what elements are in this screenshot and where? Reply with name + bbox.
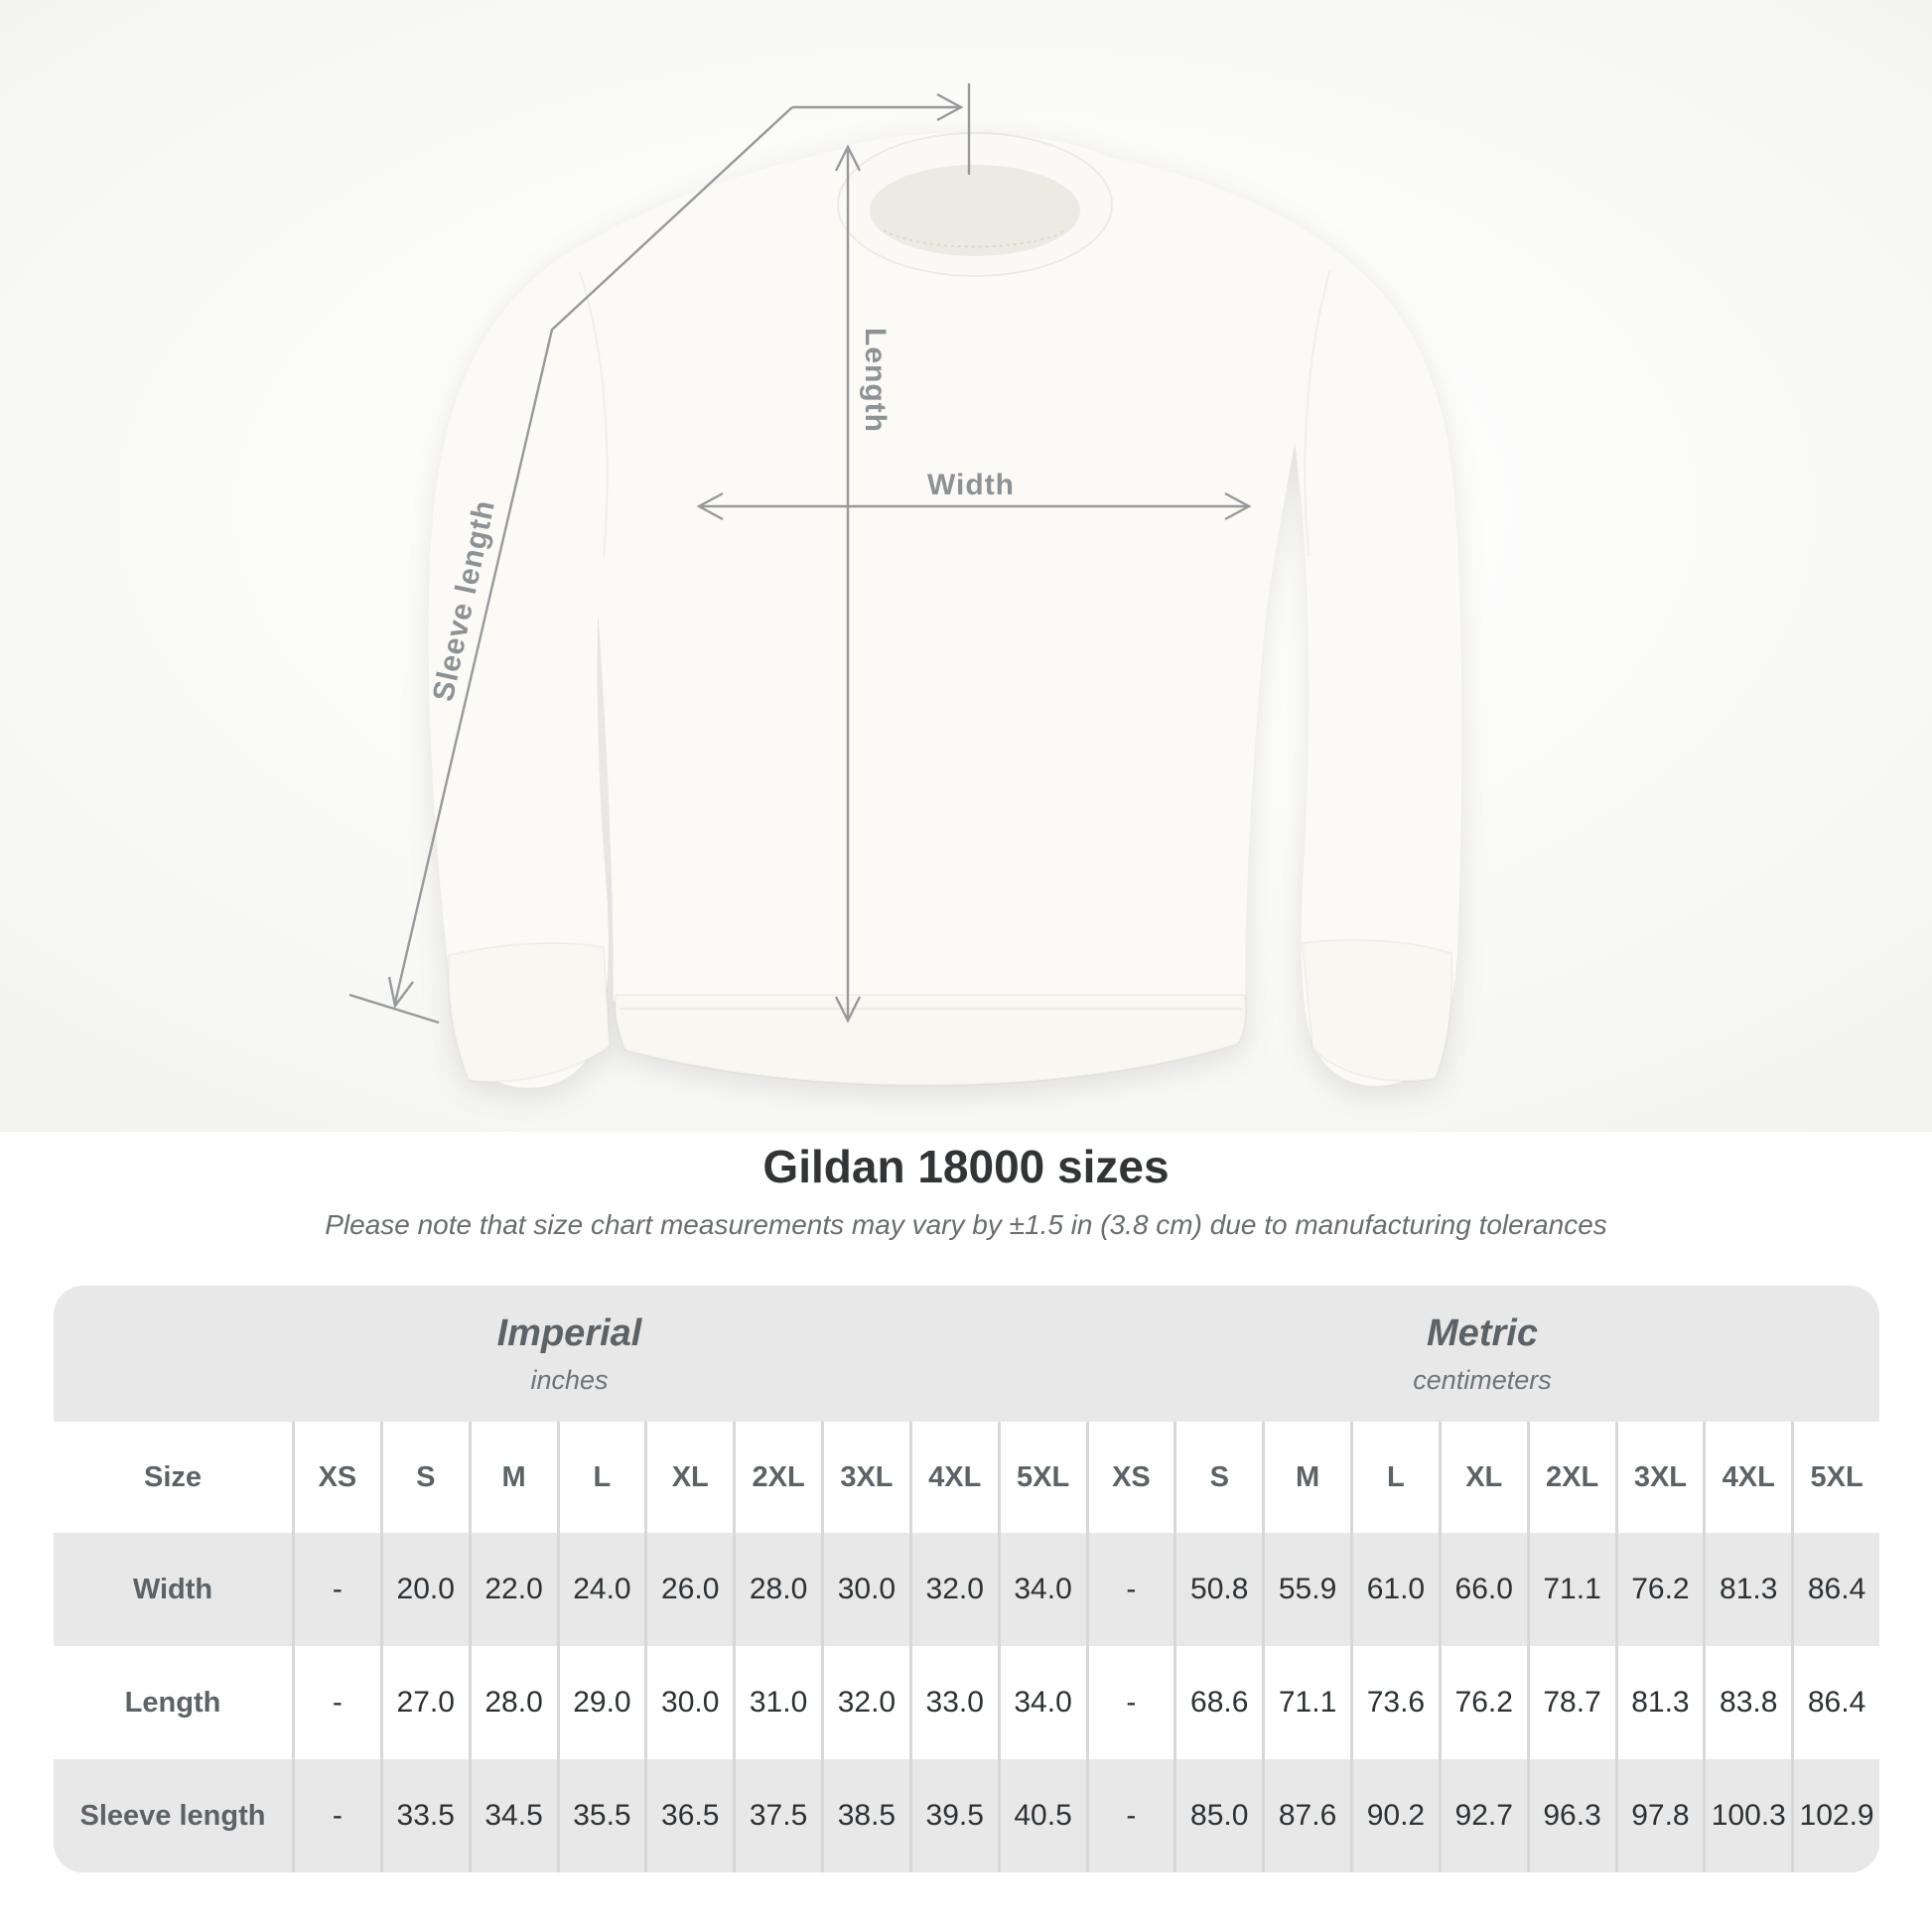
length-imperial-xs: - xyxy=(295,1646,380,1759)
sweatshirt-illustration xyxy=(426,133,1462,1088)
table-row-length xyxy=(54,1646,1879,1759)
size-chart-table xyxy=(54,1286,1879,1872)
row-label-sleeve-length: Sleeve length xyxy=(54,1759,292,1872)
length-imperial-m: 28.0 xyxy=(472,1646,557,1759)
sleeve-metric-s: 85.0 xyxy=(1176,1759,1262,1872)
length-metric-s: 68.6 xyxy=(1176,1646,1262,1759)
sleeve-imperial-4xl: 39.5 xyxy=(912,1759,998,1872)
length-metric-5xl: 86.4 xyxy=(1794,1646,1879,1759)
length-imperial-2xl: 31.0 xyxy=(736,1646,821,1759)
length-metric-l: 73.6 xyxy=(1353,1646,1439,1759)
sleeve-imperial-xl: 36.5 xyxy=(647,1759,733,1872)
length-imperial-s: 27.0 xyxy=(383,1646,469,1759)
sleeve-imperial-xs: - xyxy=(295,1759,380,1872)
sleeve-metric-4xl: 100.3 xyxy=(1706,1759,1791,1872)
metric-title: Metric xyxy=(1427,1311,1538,1354)
width-imperial-xl: 26.0 xyxy=(647,1533,733,1646)
sleeve-imperial-2xl: 37.5 xyxy=(736,1759,821,1872)
width-metric-xs: - xyxy=(1089,1533,1174,1646)
size-header-imperial-m: M xyxy=(472,1422,557,1533)
width-metric-m: 55.9 xyxy=(1265,1533,1350,1646)
size-header-imperial-l: L xyxy=(560,1422,645,1533)
length-dimension-label: Length xyxy=(859,328,892,433)
size-header-metric-3xl: 3XL xyxy=(1618,1422,1704,1533)
sleeve-metric-l: 90.2 xyxy=(1353,1759,1439,1872)
length-metric-3xl: 81.3 xyxy=(1618,1646,1704,1759)
width-imperial-3xl: 30.0 xyxy=(824,1533,909,1646)
width-metric-3xl: 76.2 xyxy=(1618,1533,1704,1646)
page-title: Gildan 18000 sizes xyxy=(762,1141,1170,1192)
sleeve-metric-xl: 92.7 xyxy=(1442,1759,1527,1872)
width-imperial-2xl: 28.0 xyxy=(736,1533,821,1646)
length-imperial-5xl: 34.0 xyxy=(1001,1646,1086,1759)
length-metric-m: 71.1 xyxy=(1265,1646,1350,1759)
page-subtitle: Please note that size chart measurements may vary by ±1.5 in (3.8 cm) due to manufacturing tolerances xyxy=(325,1209,1607,1240)
row-label-length: Length xyxy=(54,1646,292,1759)
size-header-metric-5xl: 5XL xyxy=(1794,1422,1879,1533)
width-imperial-xs: - xyxy=(295,1533,380,1646)
width-metric-5xl: 86.4 xyxy=(1794,1533,1879,1646)
width-metric-xl: 66.0 xyxy=(1442,1533,1527,1646)
sleeve-length-dimension-label: Sleeve length xyxy=(426,496,502,705)
width-metric-s: 50.8 xyxy=(1176,1533,1262,1646)
length-imperial-xl: 30.0 xyxy=(647,1646,733,1759)
sleeve-metric-5xl: 102.9 xyxy=(1794,1759,1879,1872)
size-header-metric-4xl: 4XL xyxy=(1706,1422,1791,1533)
size-header-metric-s: S xyxy=(1176,1422,1262,1533)
size-header-metric-xs: XS xyxy=(1089,1422,1174,1533)
size-column-header: Size xyxy=(54,1422,292,1533)
length-metric-xs: - xyxy=(1089,1646,1174,1759)
length-imperial-4xl: 33.0 xyxy=(912,1646,998,1759)
table-row-width xyxy=(54,1533,1879,1646)
sleeve-imperial-s: 33.5 xyxy=(383,1759,469,1872)
length-metric-4xl: 83.8 xyxy=(1706,1646,1791,1759)
size-header-imperial-xl: XL xyxy=(647,1422,733,1533)
size-header-imperial-2xl: 2XL xyxy=(736,1422,821,1533)
length-imperial-l: 29.0 xyxy=(560,1646,645,1759)
length-imperial-3xl: 32.0 xyxy=(824,1646,909,1759)
size-header-imperial-xs: XS xyxy=(295,1422,380,1533)
sleeve-imperial-m: 34.5 xyxy=(472,1759,557,1872)
width-imperial-l: 24.0 xyxy=(560,1533,645,1646)
width-dimension-label: Width xyxy=(926,469,1016,501)
table-row-sleeve-length xyxy=(54,1759,1879,1872)
metric-subtitle: centimeters xyxy=(1413,1364,1552,1395)
width-metric-4xl: 81.3 xyxy=(1706,1533,1791,1646)
width-imperial-5xl: 34.0 xyxy=(1001,1533,1086,1646)
length-metric-2xl: 78.7 xyxy=(1530,1646,1615,1759)
metric-group-header xyxy=(1085,1286,1879,1422)
sleeve-imperial-5xl: 40.5 xyxy=(1001,1759,1086,1872)
imperial-title: Imperial xyxy=(496,1311,642,1354)
size-header-metric-m: M xyxy=(1265,1422,1350,1533)
size-header-imperial-3xl: 3XL xyxy=(824,1422,909,1533)
sleeve-imperial-l: 35.5 xyxy=(560,1759,645,1872)
imperial-group-header xyxy=(54,1286,1085,1422)
sleeve-metric-m: 87.6 xyxy=(1265,1759,1350,1872)
sleeve-metric-3xl: 97.8 xyxy=(1618,1759,1704,1872)
size-header-imperial-s: S xyxy=(383,1422,469,1533)
imperial-subtitle: inches xyxy=(530,1364,609,1395)
size-header-imperial-5xl: 5XL xyxy=(1001,1422,1086,1533)
width-metric-l: 61.0 xyxy=(1353,1533,1439,1646)
size-header-imperial-4xl: 4XL xyxy=(912,1422,998,1533)
size-header-metric-xl: XL xyxy=(1442,1422,1527,1533)
width-metric-2xl: 71.1 xyxy=(1530,1533,1615,1646)
sleeve-metric-2xl: 96.3 xyxy=(1530,1759,1615,1872)
width-imperial-4xl: 32.0 xyxy=(912,1533,998,1646)
length-metric-xl: 76.2 xyxy=(1442,1646,1527,1759)
size-header-metric-l: L xyxy=(1353,1422,1439,1533)
size-header-row xyxy=(54,1422,1879,1533)
sleeve-metric-xs: - xyxy=(1089,1759,1174,1872)
unit-group-band xyxy=(54,1286,1879,1422)
row-label-width: Width xyxy=(54,1533,292,1646)
width-imperial-m: 22.0 xyxy=(472,1533,557,1646)
width-imperial-s: 20.0 xyxy=(383,1533,469,1646)
sleeve-imperial-3xl: 38.5 xyxy=(824,1759,909,1872)
size-header-metric-2xl: 2XL xyxy=(1530,1422,1615,1533)
